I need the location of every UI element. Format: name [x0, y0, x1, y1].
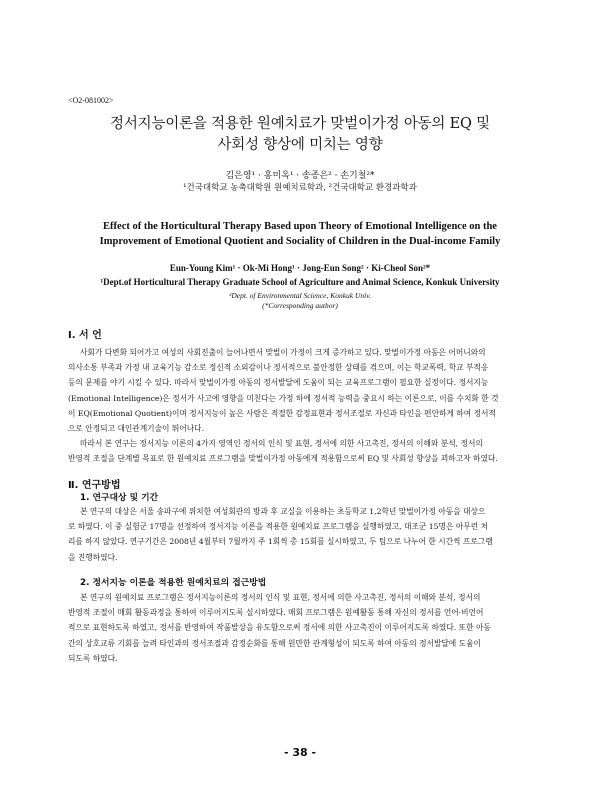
text-line: 으로 안정되고 대인관계기술이 뛰어나다.: [68, 424, 205, 434]
text-line: 적으로 표현하도록 하였고, 정서를 반영하여 작품발상을 유도함으로써 정서에 의한 사고촉진이 이루어지도록 하였다. 또한 아동: [68, 623, 491, 633]
english-authors: Eun-Young Kim¹ · Ok-Mi Hong¹ · Jong-Eun Song² · Ki-Cheol Son²*: [169, 263, 431, 273]
english-affiliation-2: ²Dept. of Environmental Science, Konkuk Univ.: [229, 291, 371, 300]
section-1-paragraph-2: [68, 436, 532, 466]
text-line: 반영적 조절을 단계별 목표로 한 원예치료 프로그램을 맞벌이가정 아동에게 적용함으로써 EQ 및 사회성 향상을 꾀하고자 하였다.: [68, 454, 498, 464]
text-line: 을 진행하였다.: [68, 552, 118, 562]
english-title-line-1: Effect of the Horticultural Therapy Based upon Theory of Emotional Intelligence on the: [103, 221, 497, 232]
text-line: 로 하였다. 이 중 실험군 17명을 선정하여 정서지능 이론을 적용한 원예치료 프로그램을 실행하였고, 대조군 15명은 아무런 처: [68, 522, 489, 532]
subsection-2-heading: 2. 정서지능 이론을 적용한 원예치료의 접근방법: [80, 578, 267, 588]
english-title-line-2: Improvement of Emotional Quotient and Sociality of Children in the Dual-income Family: [99, 236, 501, 247]
text-line: 의사소통 부족과 가정 내 교육기능 감소로 정신적 소외감이나 정서적으로 불안정한 상태를 겪으며, 이는 학교폭력, 학교 부적응: [68, 363, 489, 373]
text-line: 본 연구의 원예치료 프로그램은 정서지능이론의 정서의 인식 및 표현, 정서에 의한 사고촉진, 정서의 이해와 분석, 정서의: [80, 593, 481, 602]
text-line: 등의 문제를 야기 시킬 수 있다. 따라서 맞벌이가정 아동의 정서발달에 도움이 되는 교육프로그램이 필요한 실정이다. 정서지능: [68, 378, 489, 388]
text-line: 되도록 하였다.: [68, 653, 118, 663]
text-line: 사회가 다변화 되어가고 여성의 사회진출이 늘어나면서 맞벌이 가정이 크게 증가하고 있다. 맞벌이가정 아동은 어머니와의: [80, 348, 486, 357]
text-line: (Emotional Intelligence)은 정서가 사고에 영향을 미친다는 가정 하에 정서적 능력을 중요시 하는 이론으로, 이를 수치화 한 것: [68, 393, 499, 403]
abstract-code: <O2-081002>: [68, 96, 114, 105]
text-line: 따라서 본 연구는 정서지능 이론의 4가지 영역인 정서의 인식 및 표현, 정서에 의한 사고촉진, 정서의 이해와 분석, 정서의: [80, 439, 483, 448]
english-affiliation: ¹Dept.of Horticultural Therapy Graduate School of Agriculture and Animal Science, Konkuk University: [100, 277, 500, 287]
subsection-2-paragraph: [68, 590, 532, 666]
text-line: 리를 하지 않았다. 연구기간은 2008년 4월부터 7월까지 주 1회씩 총 15회를 실시하였고, 두 팀으로 나누어 한 시간씩 프로그램: [68, 537, 493, 547]
text-line: 간의 상호교류 기회를 늘려 타인과의 정서조절과 감정순화를 통해 원만한 관계형성이 되도록 하여 아동의 정서발달에 도움이: [68, 638, 481, 648]
text-line: 이 EQ(Emotional Quotient)이며 정서지능이 높은 사람은 적절한 감정표현과 정서조절로 자신과 타인을 편안하게 하여 정서적: [68, 408, 496, 418]
korean-title-line-2: 사회성 향상에 미치는 영향: [217, 137, 383, 153]
section-1-heading: Ⅰ. 서 언: [68, 330, 102, 341]
korean-authors: 김은영¹ · 홍미옥¹ · 송종은² · 손기철²*: [225, 171, 375, 181]
subsection-1-paragraph: [68, 504, 532, 565]
text-line: 본 연구의 대상은 서울 송파구에 위치한 여성회관의 방과 후 교실을 이용하는 초등학교 1,2학년 맞벌이가정 아동을 대상으: [80, 507, 486, 516]
section-2-heading: Ⅱ. 연구방법: [68, 480, 121, 491]
subsection-1-heading: 1. 연구대상 및 기간: [80, 493, 159, 503]
text-line: 반영적 조절이 매회 활동과정을 통하여 이루어지도록 실시하였다. 매회 프로그램은 원예활동 통해 자신의 정서를 언어·비언어: [68, 608, 484, 618]
korean-title-line-1: 정서지능이론을 적용한 원예치료가 맞벌이가정 아동의 EQ 및: [110, 116, 490, 132]
page-number: - 38 -: [283, 746, 317, 759]
corresponding-author-note: (*Corresponding author): [262, 301, 338, 310]
section-1-paragraph-1: [68, 345, 532, 436]
korean-affiliation: ¹건국대학교 농축대학원 원예치료학과, ²건국대학교 환경과학과: [183, 183, 417, 193]
